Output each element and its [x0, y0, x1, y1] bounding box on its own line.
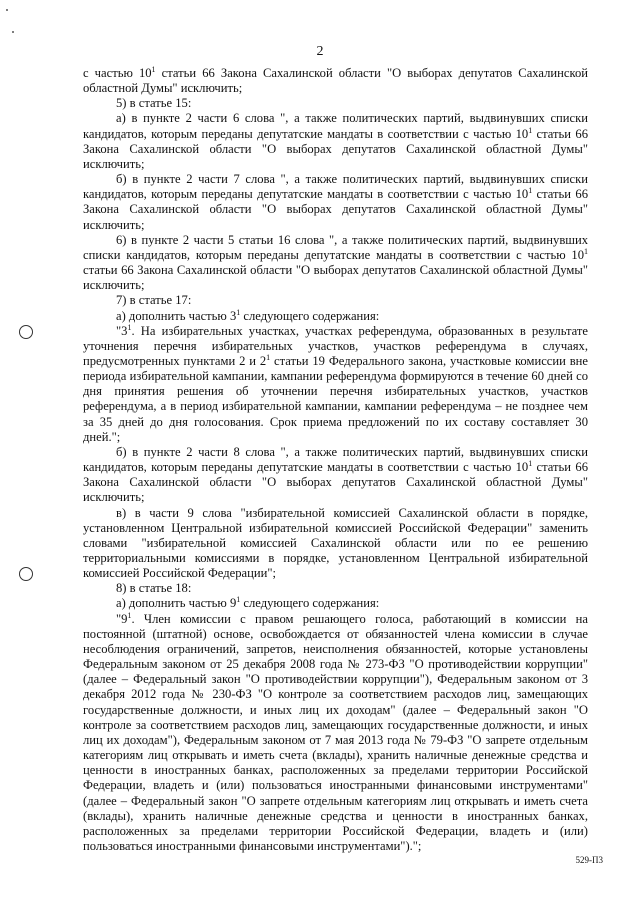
text-run: . Член комиссии с правом решающего голоса, работающий в комиссии на постоянной (штатной) основе, освобождается от обязанностей члена комиссии в случае несоблюдения ограничений, запретов, неисполнения обязанностей, которые установлены Федеральным законом от 25 декабря 2008 года № 273-ФЗ "О противодействии коррупции" (далее – Федеральный закон "О противодействии коррупции"), Федеральным законом от 3 декабря 2012 года № 230-ФЗ "О контроле за соответствием расходов лиц, замещающих государственные должности, и иных лиц их доходам" (далее – Федеральный закон "О контроле за соответствием расходов лиц, замещающих государственные должности, и иных лиц их доходам"), Федеральным законом от 7 мая 2013 года № 79-ФЗ "О запрете отдельным категориям лиц открывать и иметь счета (вклады), хранить наличные денежные средства и ценности в иностранных банках, расположенных за пределами территории Российской Федерации, владеть и (или) пользоваться иностранными финансовыми инструментами" (далее – Федеральный закон "О запрете отдельным категориям лиц открывать и иметь счета (вклады), хранить наличные денежные средства и ценности в иностранных банках, расположенных за пределами территории Российской Федерации, владеть и (или) пользоваться иностранными финансовыми инструментами")."; [83, 611, 588, 853]
text-run: в) в части 9 слова "избирательной комиссией Сахалинской области в порядке, установленном Центральной избирательной комиссией Российской Федерации" заменить словами "избирательной комиссией Сахалинской области или по ее решению территориальными комиссиями в порядке, установленном Центральной избирательной комиссией Российской Федерации"; [83, 505, 588, 581]
paragraph-p7 [83, 309, 588, 324]
superscript: 1 [127, 322, 132, 332]
text-run: 6) в пункте 2 части 5 статьи 16 слова ", а также политических партий, выдвинувших списки кандидатов, которым переданы депутатские мандаты в соответствии с частью 10 [83, 232, 588, 262]
superscript: 1 [584, 246, 588, 256]
text-run: . На избирательных участках, участках референдума, образованных в результате уточнения перечня избирательных участков, участков референдума в случаях, предусмотренных пунктами 2 и 2 [83, 323, 588, 368]
text-run: статьи 66 Закона Сахалинской области "О выборах депутатов Сахалинской областной Думы" исключить; [83, 187, 588, 232]
text-run: 5) в статье 15: [116, 96, 192, 111]
paragraph-p3 [83, 111, 588, 172]
paragraph-p5 [83, 233, 588, 294]
text-run: а) в пункте 2 части 6 слова ", а также политических партий, выдвинувших списки кандидатов, которым переданы депутатские мандаты в соответствии с частью 10 [83, 111, 588, 141]
superscript: 1 [151, 65, 156, 74]
paragraph-p12 [83, 596, 588, 611]
paragraph-p13 [83, 612, 588, 855]
paragraph-p9 [83, 445, 588, 506]
text-run: статьи 19 Федерального закона, участковые комиссии вне периода избирательной кампании, кампании референдума формируются в течение 60 дней со дня принятия решения об уточнении перечня избирательных участков, участков референдума, а в период избирательной кампании, кампании референдума – не позднее чем за 35 дней до дня голосования. Срок приема предложений по их составу составляет 30 дней."; [83, 353, 588, 444]
text-run: "3 [116, 323, 128, 338]
punch-hole-icon [19, 325, 33, 339]
text-run: 7) в статье 17: [116, 293, 192, 308]
text-run: следующего содержания: [240, 308, 380, 323]
superscript: 1 [528, 125, 533, 135]
superscript: 1 [236, 595, 241, 605]
text-run: статьи 66 Закона Сахалинской области "О выборах депутатов Сахалинской областной Думы" исключить; [83, 263, 588, 293]
document-body [83, 66, 588, 854]
superscript: 1 [266, 352, 271, 362]
superscript: 1 [127, 610, 132, 620]
text-run: статьи 66 Закона Сахалинской области "О выборах депутатов Сахалинской областной Думы" исключить; [83, 66, 588, 96]
paragraph-p2 [83, 96, 588, 111]
text-run: "9 [116, 611, 128, 626]
document-code: 529-П3 [575, 855, 603, 865]
paragraph-p6 [83, 293, 588, 308]
superscript: 1 [528, 186, 533, 196]
superscript: 1 [528, 459, 533, 469]
page-number: 2 [316, 44, 324, 59]
superscript: 1 [236, 307, 241, 317]
text-run: следующего содержания: [240, 596, 380, 611]
paragraph-p8 [83, 324, 588, 445]
text-run: б) в пункте 2 части 7 слова ", а также политических партий, выдвинувших списки кандидатов, которым переданы депутатские мандаты в соответствии с частью 10 [83, 172, 588, 202]
text-run: а) дополнить частью 9 [116, 596, 237, 611]
text-run: статьи 66 Закона Сахалинской области "О выборах депутатов Сахалинской областной Думы" исключить; [83, 126, 588, 171]
text-run: а) дополнить частью 3 [116, 308, 237, 323]
text-run: с частью 10 [83, 66, 152, 80]
scan-speck [6, 9, 8, 11]
text-run: статьи 66 Закона Сахалинской области "О выборах депутатов Сахалинской областной Думы" исключить; [83, 460, 588, 505]
paragraph-p4 [83, 172, 588, 233]
paragraph-p10 [83, 506, 588, 582]
scan-speck [12, 31, 14, 33]
paragraph-p11 [83, 581, 588, 596]
text-run: 8) в статье 18: [116, 581, 192, 596]
paragraph-p1 [83, 66, 588, 96]
punch-hole-icon [19, 567, 33, 581]
text-run: б) в пункте 2 части 8 слова ", а также политических партий, выдвинувших списки кандидатов, которым переданы депутатские мандаты в соответствии с частью 10 [83, 444, 588, 475]
